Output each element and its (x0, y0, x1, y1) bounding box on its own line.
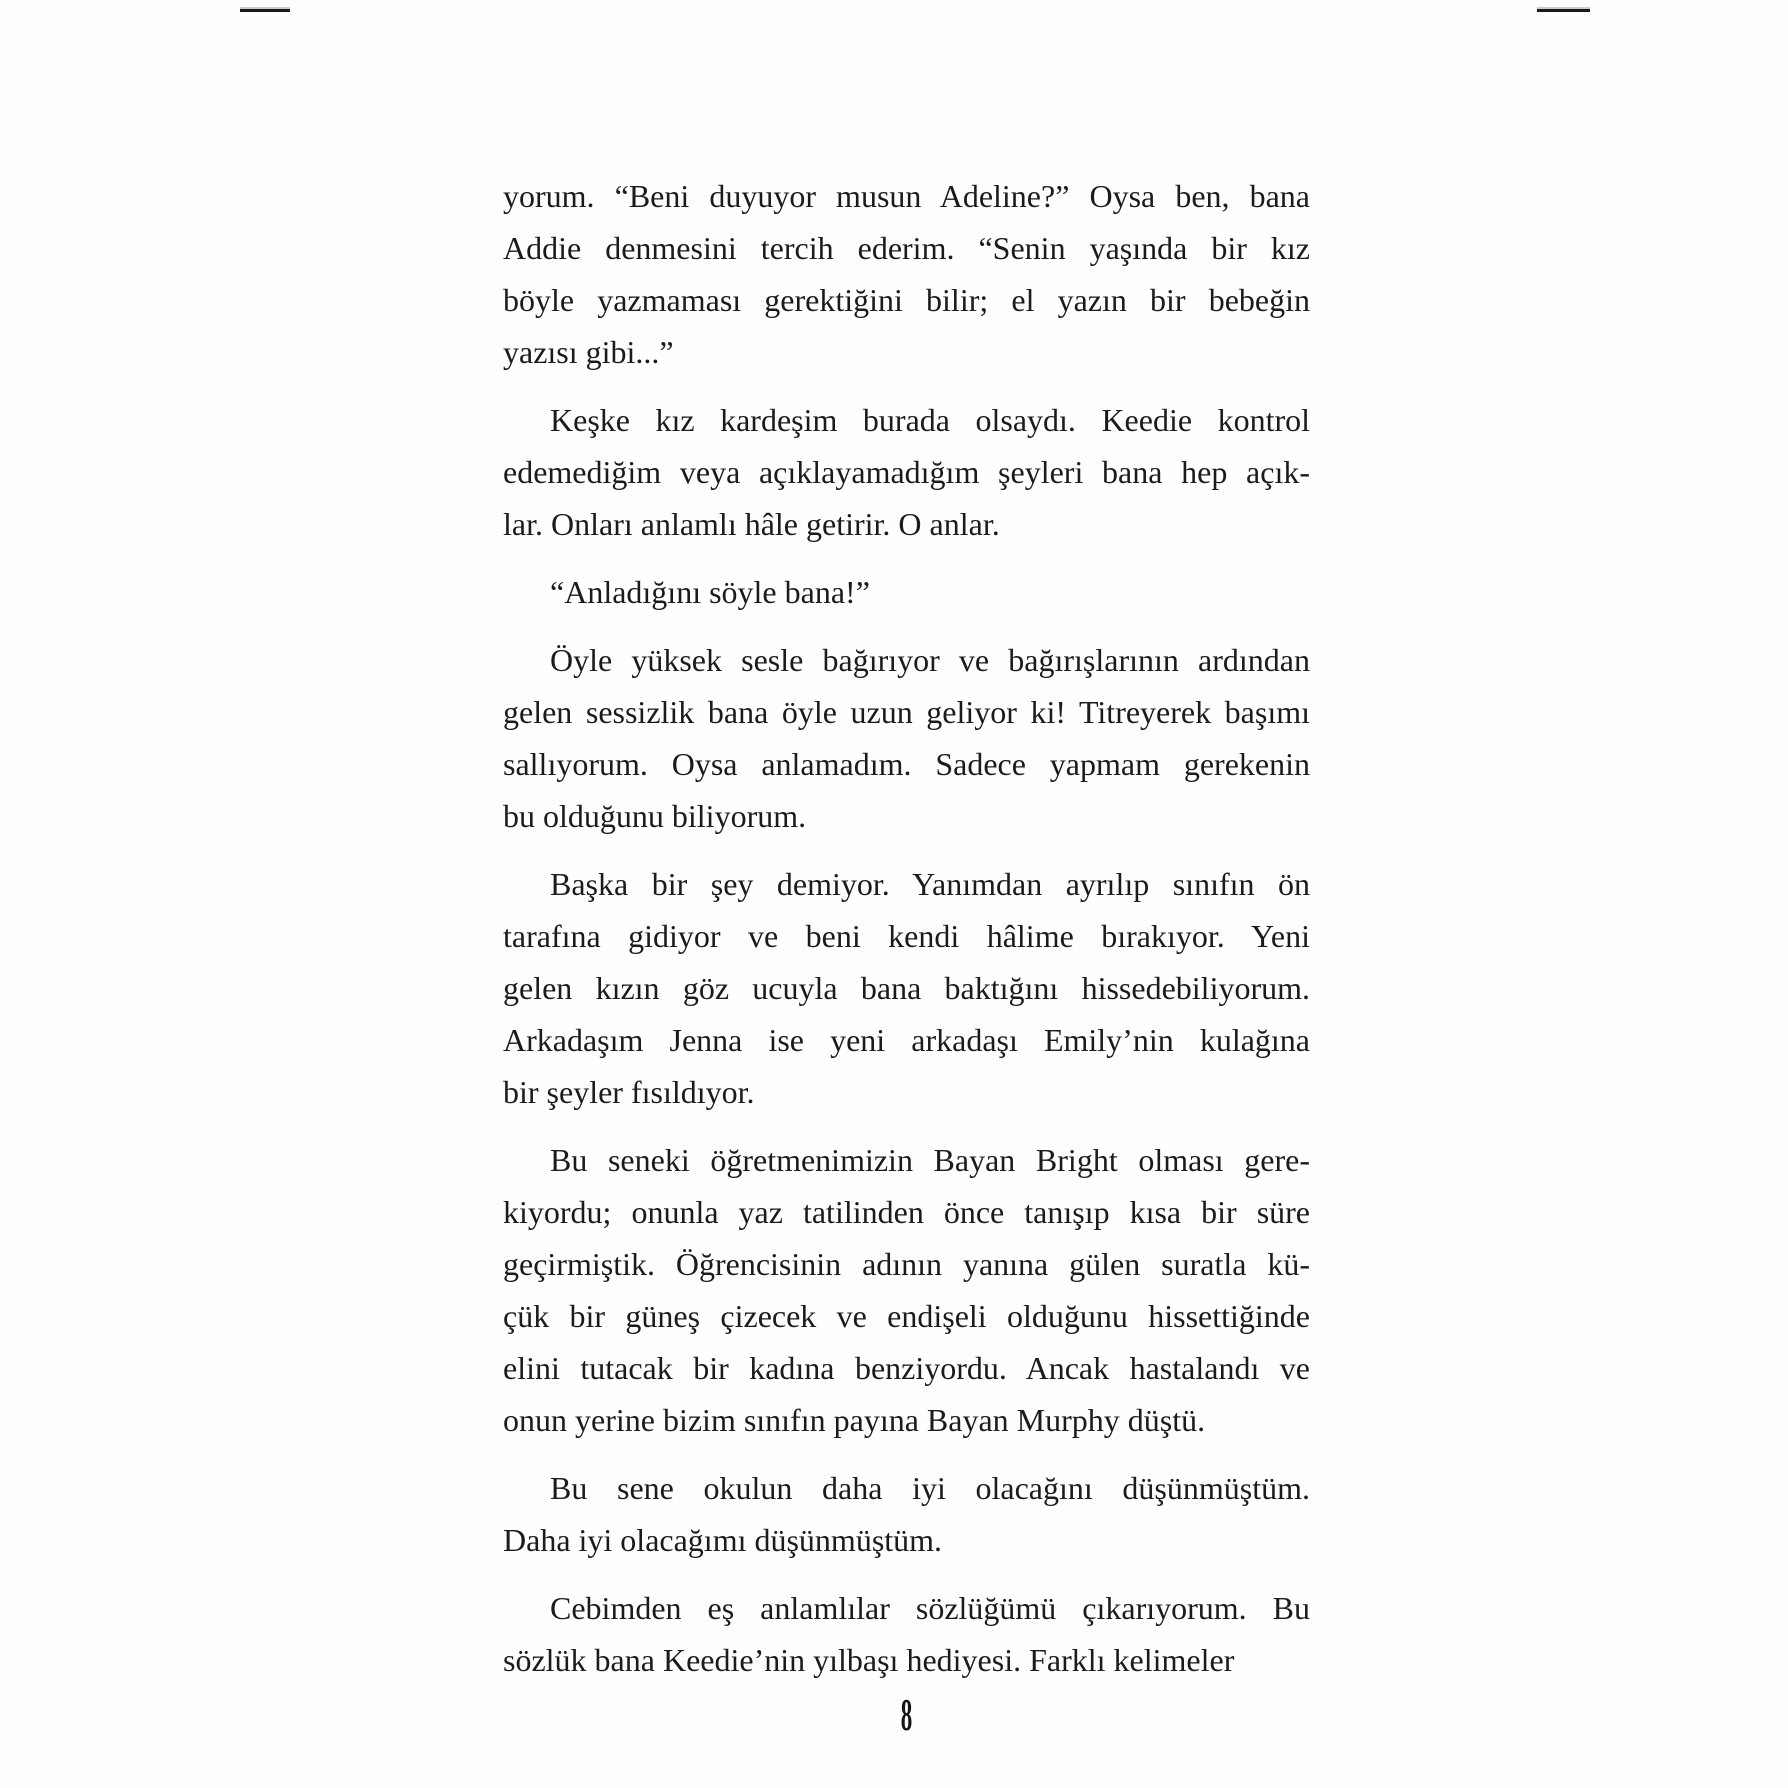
text-line: Addie denmesini tercih ederim. “Senin yaşında bir kız (503, 230, 1310, 266)
page-number (503, 1689, 1310, 1740)
paragraph (503, 566, 1310, 618)
text-line: tarafına gidiyor ve beni kendi hâlime bırakıyor. Yeni (503, 918, 1310, 954)
text-line: kiyordu; onunla yaz tatilinden önce tanışıp kısa bir süre (503, 1194, 1310, 1230)
text-line: lar. Onları anlamlı hâle getirir. O anlar. (503, 506, 1000, 542)
page-number-value: 8 (900, 1689, 913, 1740)
text-line: Öyle yüksek sesle bağırıyor ve bağırışlarının ardından (550, 642, 1310, 678)
paragraph (503, 170, 1310, 378)
paragraph (503, 1582, 1310, 1686)
text-line: sallıyorum. Oysa anlamadım. Sadece yapmam gerekenin (503, 746, 1310, 782)
paragraph (503, 1462, 1310, 1566)
paragraph (503, 394, 1310, 550)
text-line: Bu sene okulun daha iyi olacağını düşünmüştüm. (550, 1470, 1310, 1506)
text-line: gelen sessizlik bana öyle uzun geliyor ki! Titreyerek başımı (503, 694, 1310, 730)
text-line: sözlük bana Keedie’nin yılbaşı hediyesi. Farklı kelimeler (503, 1642, 1235, 1678)
paragraph (503, 634, 1310, 842)
text-line: onun yerine bizim sınıfın payına Bayan Murphy düştü. (503, 1402, 1206, 1438)
text-line: Keşke kız kardeşim burada olsaydı. Keedie kontrol (550, 402, 1310, 438)
text-line: geçirmiştik. Öğrencisinin adının yanına gülen suratla kü- (503, 1246, 1310, 1282)
paragraph (503, 858, 1310, 1118)
text-line: yazısı gibi...” (503, 334, 674, 370)
text-line: elini tutacak bir kadına benziyordu. Ancak hastalandı ve (503, 1350, 1310, 1386)
text-line: böyle yazmaması gerektiğini bilir; el yazın bir bebeğin (503, 282, 1310, 318)
text-line: gelen kızın göz ucuyla bana baktığını hissedebiliyorum. (503, 970, 1310, 1006)
trim-mark-right-icon (1537, 9, 1590, 12)
text-line: Başka bir şey demiyor. Yanımdan ayrılıp sınıfın ön (550, 866, 1310, 902)
text-line: bu olduğunu biliyorum. (503, 798, 807, 834)
text-line: Arkadaşım Jenna ise yeni arkadaşı Emily’nin kulağına (503, 1022, 1310, 1058)
text-line: Daha iyi olacağımı düşünmüştüm. (503, 1522, 943, 1558)
trim-mark-left-icon (240, 9, 290, 12)
text-line: bir şeyler fısıldıyor. (503, 1074, 755, 1110)
text-line: Bu seneki öğretmenimizin Bayan Bright olması gere- (550, 1142, 1310, 1178)
text-line: edemediğim veya açıklayamadığım şeyleri bana hep açık- (503, 454, 1310, 490)
text-line: “Anladığını söyle bana!” (550, 574, 870, 610)
text-line: çük bir güneş çizecek ve endişeli olduğunu hissettiğinde (503, 1298, 1310, 1334)
paragraph (503, 1134, 1310, 1446)
text-block (503, 170, 1310, 1686)
text-line: yorum. “Beni duyuyor musun Adeline?” Oysa ben, bana (503, 178, 1310, 214)
text-line: Cebimden eş anlamlılar sözlüğümü çıkarıyorum. Bu (550, 1590, 1310, 1626)
